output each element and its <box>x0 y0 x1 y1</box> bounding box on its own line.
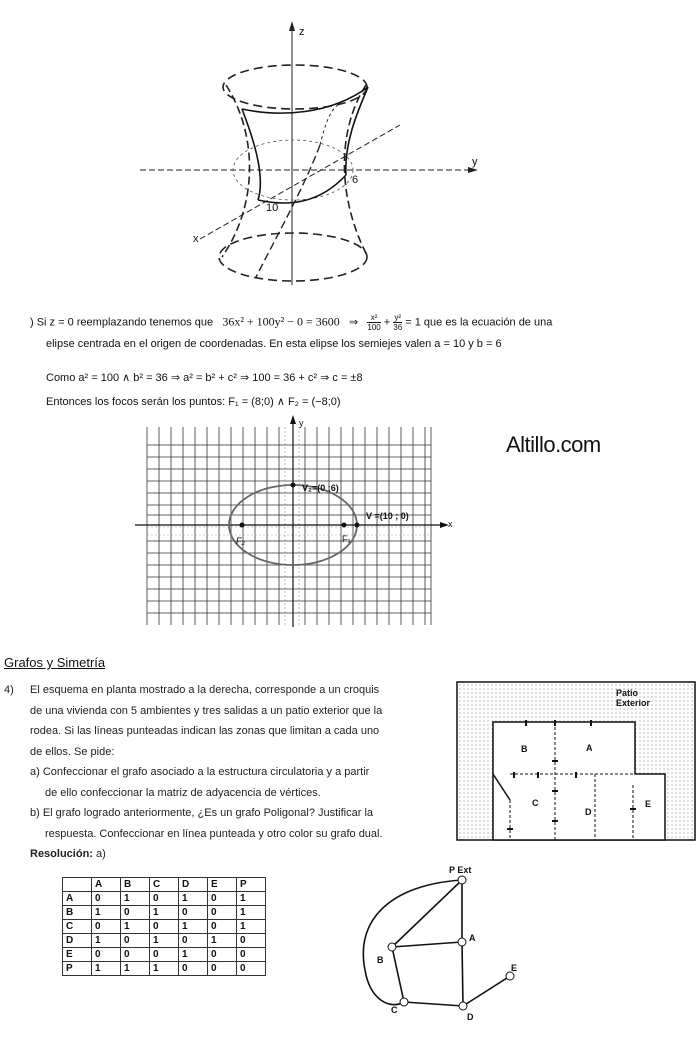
focus-f2-label: F₂ <box>236 536 245 546</box>
matrix-cell: 1 <box>150 906 179 920</box>
solution-line-2: elipse centrada en el origen de coordenadas. En esta elipse los semiejes valen a = 10 y b = 6 <box>46 338 502 350</box>
adjacency-matrix <box>62 877 266 976</box>
vertex-v2-label: V₂=(0 ;6) <box>302 483 339 493</box>
matrix-cell: 0 <box>121 906 150 920</box>
fraction-y: $\frac{\text{y²}}{36}$ <box>393 313 403 332</box>
graph-node-b-label: B <box>377 955 384 965</box>
hyperboloid-figure <box>130 15 490 290</box>
ellipse-plot <box>135 415 465 630</box>
item-b-line: respuesta. Confeccionar en línea punteada y otro color su grafo dual. <box>45 827 383 840</box>
resolucion-line: Resolución: a) <box>30 848 106 860</box>
matrix-cell: 1 <box>121 920 150 934</box>
matrix-header-cell: E <box>208 878 237 892</box>
room-a-label: A <box>586 743 593 753</box>
focus-f1-label: F₁ <box>342 534 351 544</box>
item-b-line: b) El grafo logrado anteriormente, ¿Es un grafo Poligonal? Justificar la <box>30 807 374 819</box>
matrix-cell: 1 <box>150 962 179 976</box>
x-mark-label: 10 <box>266 202 279 214</box>
matrix-cell: 0 <box>179 962 208 976</box>
matrix-cell: 1 <box>208 934 237 948</box>
matrix-cell: 1 <box>179 920 208 934</box>
paragraph-line: rodea. Si las líneas punteadas indican las zonas que limitan a cada uno <box>30 725 380 737</box>
section-title: Grafos y Simetría <box>4 655 106 670</box>
room-d-label: D <box>585 807 592 817</box>
exercise-text <box>4 680 449 865</box>
matrix-cell: 1 <box>121 892 150 906</box>
paragraph-line: El esquema en planta mostrado a la derecha, corresponde a un croquis <box>30 684 380 696</box>
z-axis-label: z <box>299 26 305 38</box>
matrix-header-cell: D <box>179 878 208 892</box>
matrix-cell: 0 <box>150 948 179 962</box>
y-axis-label: y <box>472 156 478 168</box>
matrix-cell: 0 <box>121 948 150 962</box>
matrix-cell: 0 <box>121 934 150 948</box>
room-c-label: C <box>532 798 539 808</box>
matrix-cell: 0 <box>179 906 208 920</box>
matrix-header-row <box>63 878 266 892</box>
matrix-row <box>63 920 266 934</box>
matrix-cell: D <box>63 934 92 948</box>
matrix-cell: 1 <box>92 906 121 920</box>
paragraph-line: de ellos. Se pide: <box>30 745 115 758</box>
solution-line-1-intro: ) Si z = 0 reemplazando tenemos que <box>30 316 214 329</box>
matrix-cell: 0 <box>92 920 121 934</box>
plot-x-label: x <box>448 519 453 529</box>
solution-line-3: Como a² = 100 ∧ b² = 36 ⇒ a² = b² + c² ⇒ 100 = 36 + c² ⇒ c = ±8 <box>46 372 363 384</box>
matrix-cell: 0 <box>208 920 237 934</box>
matrix-cell: 1 <box>179 948 208 962</box>
matrix-cell: 0 <box>208 948 237 962</box>
implies-symbol: ⇒ <box>348 316 359 329</box>
matrix-cell: 0 <box>179 934 208 948</box>
paragraph-line: de una vivienda con 5 ambientes y tres salidas a un patio exterior que la <box>30 704 383 717</box>
matrix-cell: 1 <box>237 892 266 906</box>
matrix-cell: P <box>63 962 92 976</box>
matrix-cell: 1 <box>121 962 150 976</box>
matrix-header-cell <box>63 878 92 892</box>
matrix-cell: C <box>63 920 92 934</box>
matrix-header-cell: A <box>92 878 121 892</box>
matrix-cell: 0 <box>208 906 237 920</box>
graph-node-c-label: C <box>391 1005 398 1015</box>
room-e-label: E <box>645 799 652 809</box>
matrix-cell: 0 <box>237 962 266 976</box>
matrix-cell: 1 <box>237 920 266 934</box>
exercise-number: 4) <box>4 684 14 696</box>
graph-node-e-label: E <box>511 963 518 973</box>
plot-y-label: y <box>299 418 304 428</box>
floorplan-patio-label: Patio <box>616 688 639 698</box>
matrix-row <box>63 948 266 962</box>
x-axis-label: x <box>193 233 199 245</box>
matrix-cell: 1 <box>150 934 179 948</box>
matrix-cell: 1 <box>92 934 121 948</box>
matrix-cell: 0 <box>237 948 266 962</box>
matrix-cell: 1 <box>237 906 266 920</box>
matrix-cell: 0 <box>92 892 121 906</box>
item-a-line: a) Confeccionar el grafo asociado a la estructura circulatoria y a partir <box>30 766 370 778</box>
matrix-header-cell: C <box>150 878 179 892</box>
matrix-row <box>63 892 266 906</box>
matrix-cell: B <box>63 906 92 920</box>
room-b-label: B <box>521 744 528 754</box>
graph-node-p-label: P Ext <box>449 865 472 875</box>
circulation-graph <box>350 860 540 1030</box>
graph-node-d-label: D <box>467 1012 474 1022</box>
matrix-cell: 1 <box>179 892 208 906</box>
vertex-v1-label: V =(10 ; 0) <box>366 511 409 521</box>
matrix-cell: 0 <box>150 920 179 934</box>
matrix-row <box>63 962 266 976</box>
y-mark-label: 6 <box>352 174 359 186</box>
matrix-header-cell: P <box>237 878 266 892</box>
matrix-row <box>63 934 266 948</box>
altillo-brand: Altillo.com <box>506 432 601 457</box>
matrix-header-cell: B <box>121 878 150 892</box>
solution-line-4: Entonces los focos serán los puntos: F₁ = (8;0) ∧ F₂ = (−8;0) <box>46 396 341 408</box>
item-a-line: de ello confeccionar la matriz de adyacencia de vértices. <box>45 786 321 799</box>
matrix-cell: 0 <box>208 892 237 906</box>
matrix-cell: 0 <box>92 948 121 962</box>
matrix-cell: 0 <box>237 934 266 948</box>
graph-node-a-label: A <box>469 933 476 943</box>
matrix-cell: A <box>63 892 92 906</box>
solution-line-1-end: = 1 que es la ecuación de una <box>405 316 553 329</box>
solution-line-1: ) Si z = 0 reemplazando tenemos que 36x² + 100y² − 0 = 3600 ⇒ $\frac{\text{x²}}{100}$ + $\frac{\text{y²}}{36}$ = 1 que es la ecuación de una <box>30 313 553 332</box>
matrix-cell: 0 <box>208 962 237 976</box>
matrix-cell: E <box>63 948 92 962</box>
matrix-row <box>63 906 266 920</box>
floor-plan <box>455 680 697 842</box>
fraction-x: $\frac{\text{x²}}{100}$ <box>367 313 381 332</box>
floorplan-exterior-label: Exterior <box>616 698 651 708</box>
solution-equation: 36x² + 100y² − 0 = 3600 <box>222 314 340 329</box>
matrix-cell: 0 <box>150 892 179 906</box>
matrix-cell: 1 <box>92 962 121 976</box>
